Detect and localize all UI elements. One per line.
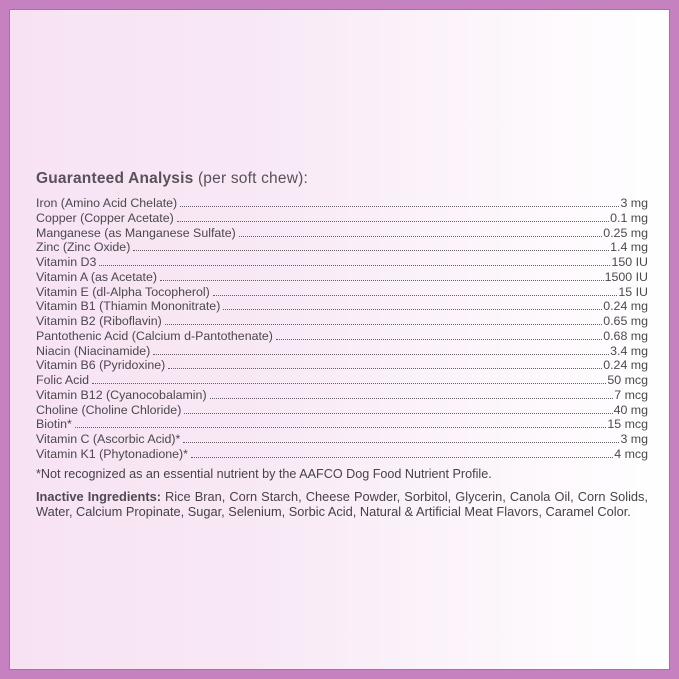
- nutrient-name: Vitamin A (as Acetate): [36, 269, 157, 284]
- dot-leader: [213, 295, 618, 296]
- nutrient-value: 50 mcg: [607, 373, 648, 388]
- nutrient-value: 40 mg: [613, 402, 648, 417]
- nutrient-value: 0.25 mg: [603, 225, 648, 240]
- nutrient-name: Zinc (Zinc Oxide): [36, 240, 131, 255]
- nutrient-value: 1.4 mg: [610, 240, 648, 255]
- nutrient-value: 0.68 mg: [603, 328, 648, 343]
- nutrient-row: [36, 270, 648, 285]
- nutrient-name: Niacin (Niacinamide): [36, 343, 151, 358]
- nutrient-row: [36, 403, 648, 418]
- nutrient-row: [36, 344, 648, 359]
- nutrient-row: [36, 226, 648, 241]
- dot-leader: [133, 250, 609, 251]
- nutrient-row: [36, 417, 648, 432]
- nutrient-row: [36, 314, 648, 329]
- dot-leader: [223, 309, 602, 310]
- dot-leader: [180, 206, 619, 207]
- dot-leader: [177, 221, 609, 222]
- dot-leader: [160, 280, 604, 281]
- title-normal-text: (per soft chew):: [193, 170, 308, 187]
- dot-leader: [191, 457, 613, 458]
- nutrient-name: Vitamin B6 (Pyridoxine): [36, 358, 166, 373]
- dot-leader: [184, 413, 612, 414]
- title-bold-text: Guaranteed Analysis: [36, 170, 194, 187]
- dot-leader: [75, 427, 607, 428]
- nutrient-row: [36, 211, 648, 226]
- nutrient-value: 1500 IU: [604, 269, 648, 284]
- nutrient-row: [36, 447, 648, 462]
- dot-leader: [276, 339, 602, 340]
- dot-leader: [153, 354, 609, 355]
- nutrient-row: [36, 255, 648, 270]
- nutrient-value: 0.24 mg: [603, 299, 648, 314]
- nutrient-name: Pantothenic Acid (Calcium d-Pantothenate): [36, 328, 273, 343]
- nutrient-row: [36, 373, 648, 388]
- nutrient-list: [36, 196, 648, 462]
- guaranteed-analysis-title: [36, 170, 648, 188]
- nutrient-name: Vitamin C (Ascorbic Acid)*: [36, 432, 181, 447]
- nutrient-name: Folic Acid: [36, 373, 90, 388]
- dot-leader: [92, 383, 606, 384]
- dot-leader: [183, 442, 619, 443]
- nutrient-value: 0.24 mg: [603, 358, 648, 373]
- inactive-ingredients: [36, 489, 648, 520]
- nutrient-row: [36, 196, 648, 211]
- nutrient-value: 7 mcg: [614, 387, 648, 402]
- dot-leader: [210, 398, 614, 399]
- nutrient-value: 0.1 mg: [610, 210, 648, 225]
- nutrient-name: Vitamin K1 (Phytonadione)*: [36, 447, 188, 462]
- nutrient-row: [36, 432, 648, 447]
- nutrient-row: [36, 358, 648, 373]
- nutrient-value: 15 mcg: [607, 417, 648, 432]
- nutrient-row: [36, 285, 648, 300]
- nutrient-name: Choline (Choline Chloride): [36, 402, 182, 417]
- nutrient-value: 3 mg: [620, 432, 648, 447]
- nutrient-name: Vitamin B2 (Riboflavin): [36, 314, 162, 329]
- nutrient-name: Vitamin B12 (Cyanocobalamin): [36, 387, 207, 402]
- dot-leader: [99, 265, 610, 266]
- label-content: [36, 170, 648, 520]
- nutrient-value: 150 IU: [611, 255, 648, 270]
- nutrient-row: [36, 299, 648, 314]
- nutrient-name: Iron (Amino Acid Chelate): [36, 196, 178, 210]
- dot-leader: [168, 368, 602, 369]
- nutrient-name: Vitamin E (dl-Alpha Tocopherol): [36, 284, 210, 299]
- nutrient-row: [36, 240, 648, 255]
- aafco-footnote: *Not recognized as an essential nutrient by the AAFCO Dog Food Nutrient Profile.: [36, 466, 492, 481]
- nutrient-name: Manganese (as Manganese Sulfate): [36, 225, 236, 240]
- nutrient-name: Vitamin D3: [36, 255, 97, 270]
- nutrient-value: 0.65 mg: [603, 314, 648, 329]
- nutrient-value: 3 mg: [620, 196, 648, 210]
- inactive-ingredients-label: Inactive Ingredients:: [36, 488, 161, 504]
- nutrient-row: [36, 329, 648, 344]
- dot-leader: [165, 324, 602, 325]
- nutrient-row: [36, 388, 648, 403]
- nutrient-value: 4 mcg: [614, 447, 648, 462]
- dot-leader: [239, 236, 602, 237]
- nutrient-value: 15 IU: [618, 284, 648, 299]
- nutrient-name: Vitamin B1 (Thiamin Mononitrate): [36, 299, 221, 314]
- nutrient-name: Copper (Copper Acetate): [36, 210, 174, 225]
- nutrient-value: 3.4 mg: [610, 343, 648, 358]
- inactive-ingredients-text: Rice Bran, Corn Starch, Cheese Powder, Sorbitol, Glycerin, Canola Oil, Corn Solids, Water, Calcium Propinate, Sugar, Selenium, Sorbic Acid, Natural & Artificial Meat Flavors, Caramel Color.: [36, 488, 648, 520]
- nutrient-name: Biotin*: [36, 417, 72, 432]
